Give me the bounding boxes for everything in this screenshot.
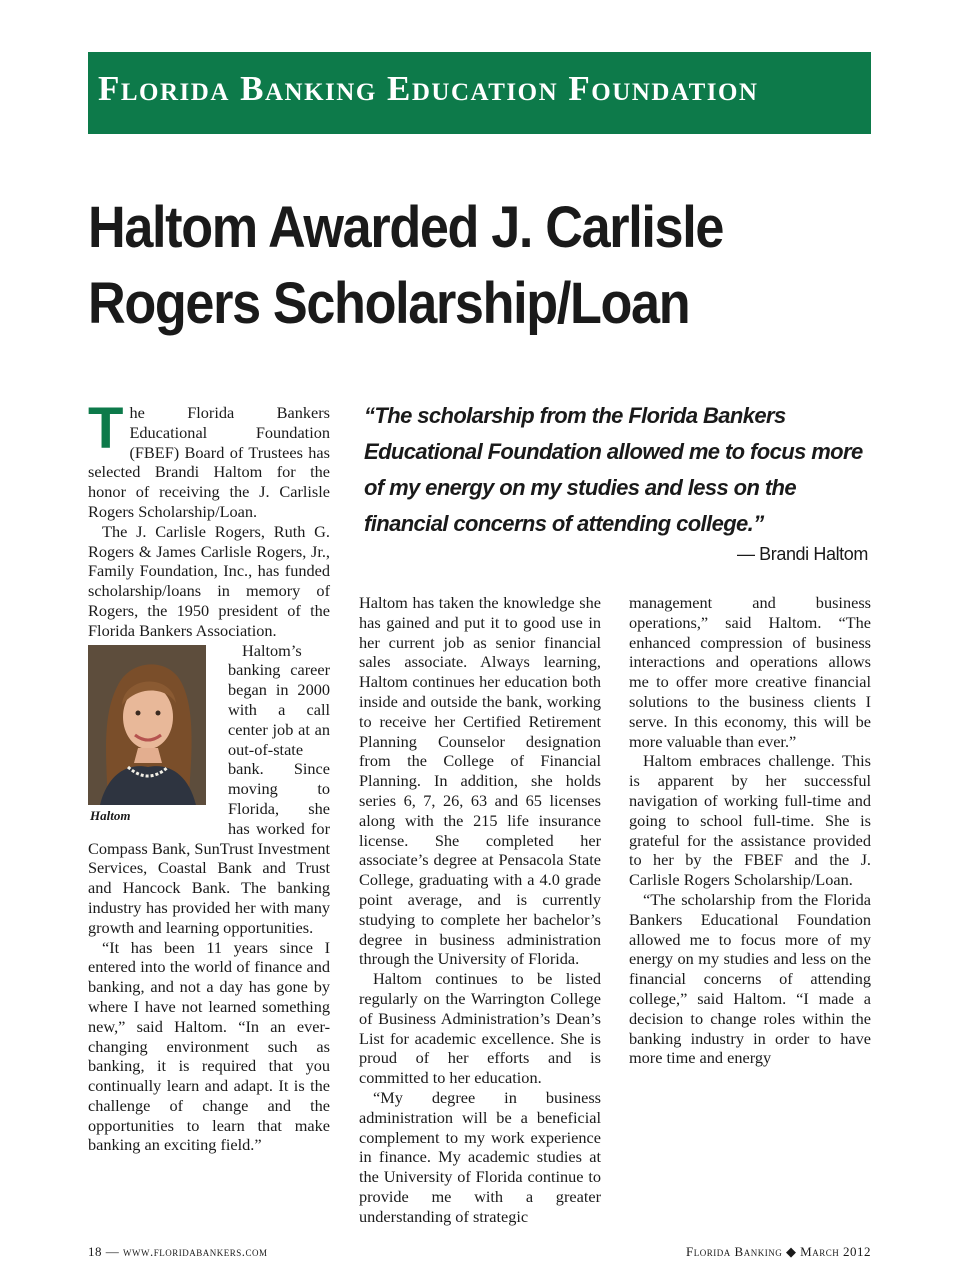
body-paragraph: “My degree in business administration will be a beneficial complement to my work experience in finance. My academic studies at the University of Florida continue to provide me with a greater understanding of strategic bbox=[359, 1087, 601, 1226]
article-headline bbox=[88, 190, 790, 342]
page-footer-right: Florida Banking ◆ March 2012 bbox=[686, 1244, 871, 1259]
pull-quote bbox=[364, 398, 874, 566]
drop-cap: T bbox=[88, 396, 124, 461]
body-paragraph: Haltom embraces challenge. This is apparent by her successful navigation of working full-time and going to school full-time. She is grateful for the assistance provided to her by the FBEF and the J. Carlisle Rogers Scholarship/Loan. bbox=[629, 751, 871, 890]
body-paragraph: Haltom has taken the knowledge she has gained and put it to good use in her current job as senior financial sales associate. Always learning, Haltom continues her education both inside and outside the bank, working to receive her Certified Retirement Planning Counselor designation from the College of Financial Planning. In addition, she holds series 6, 7, 26, 63 and 65 licenses along with the 215 life insurance license. She completed her associate’s degree at Pensacola State College, graduating with a 4.0 grade point average, and is currently studying to complete her bachelor’s degree in business administration through the University of Florida. bbox=[359, 593, 601, 969]
section-banner bbox=[88, 52, 871, 134]
article-column-1 bbox=[88, 396, 330, 1155]
pull-quote-attribution: — Brandi Haltom bbox=[736, 544, 868, 564]
body-paragraph: “It has been 11 years since I entered into the world of finance and banking, and not a day has gone by where I have not learned something new,” said Haltom. “In an ever-changing environment such as banking, it is required that you continually learn and adapt. It is the challenge of change and the opportunities to learn that make banking an exciting field.” bbox=[88, 937, 330, 1155]
banner-title: Florida Banking Education Foundation bbox=[98, 69, 759, 108]
headline-line-2: Rogers Scholarship/Loan bbox=[88, 271, 690, 336]
body-paragraph: The J. Carlisle Rogers, Ruth G. Rogers & James Carlisle Rogers, Jr., Family Foundation, Inc., has funded scholarship/loans in memory of Rogers, the 1950 president of the Florida Bankers Association. bbox=[88, 521, 330, 640]
portrait-photo bbox=[88, 645, 206, 805]
intro-paragraph bbox=[88, 396, 330, 522]
body-paragraph: “The scholarship from the Florida Bankers Educational Foundation allowed me to focus more of my energy on my studies and less on the financial concerns of attending college,” said Haltom. “I made a decision to change roles within the banking industry in order to have more time and energy bbox=[629, 889, 871, 1068]
article-column-3 bbox=[629, 593, 871, 1068]
pull-quote-text: “The scholarship from the Florida Bankers Educational Foundation allowed me to focus more of my energy on my studies and less on the financial concerns of attending college.” bbox=[364, 403, 863, 536]
body-paragraph: Haltom continues to be listed regularly on the Warrington College of Business Administration’s Dean’s List for academic excellence. She is proud of her efforts and is committed to her education. bbox=[359, 969, 601, 1088]
page-footer-left: 18 — www.floridabankers.com bbox=[88, 1244, 268, 1259]
body-paragraph-continued: management and business operations,” said Haltom. “The enhanced compression of business interactions and operations allows me to offer more creative financial solutions to the business clients I serve. In this economy, this will be more valuable than ever.” bbox=[629, 593, 871, 751]
body-paragraph: Haltom Haltom’s banking career began in 2000 with a call center job at an out-of-state bank. Since moving to Florida, she has worked for Compass Bank, SunTrust Investment Services, Coastal Bank and Trust and Hancock Bank. The banking industry has provided her with many growth and learning opportunities. bbox=[88, 640, 330, 937]
photo-caption: Haltom bbox=[90, 807, 131, 823]
portrait-figure bbox=[88, 645, 220, 825]
article-column-2 bbox=[359, 593, 601, 1227]
intro-text: he Florida Bankers Educational Foundation (FBEF) Board of Trustees has selected Brandi Haltom for the honor of receiving the J. Carlisle Rogers Scholarship/Loan. bbox=[88, 403, 330, 521]
headline-line-1: Haltom Awarded J. Carlisle bbox=[88, 195, 724, 260]
